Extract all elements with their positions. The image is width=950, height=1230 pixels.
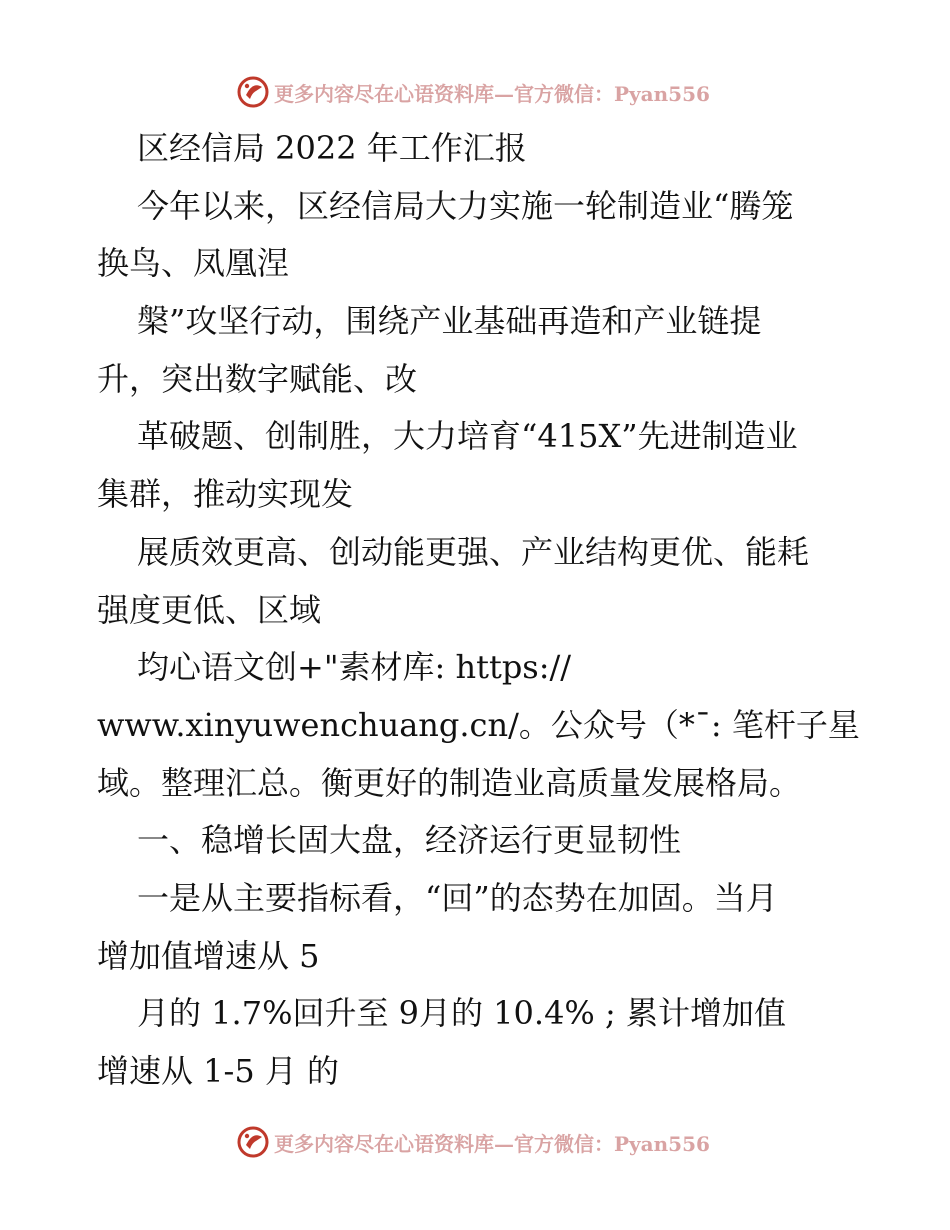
body-line: 槃”攻坚行动，围绕产业基础再造和产业链提 [137, 302, 762, 341]
banner-text: 更多内容尽在心语资料库—官方微信：Pyan556 [274, 1131, 710, 1156]
document-body [97, 120, 860, 1101]
watermark-banner-bottom [0, 1122, 950, 1162]
body-line: 革破题、创制胜，大力培育“415X”先进制造业 [137, 417, 798, 456]
logo-icon [236, 1125, 270, 1159]
body-line: 一是从主要指标看，“回”的态势在加固。当月 [137, 878, 778, 917]
document-title: 区经信局 2022 年工作汇报 [137, 129, 527, 167]
body-line: 域。整理汇总。衡更好的制造业高质量发展格局。 [97, 763, 802, 802]
body-line: 集群，推动实现发 [97, 475, 354, 514]
body-line: 换鸟、凤凰涅 [97, 244, 290, 283]
body-line: 月的 1.7%回升至 9月的 10.4% ; 累计增加值 [137, 994, 786, 1033]
body-line: 展质效更高、创动能更强、产业结构更优、能耗 [137, 532, 810, 571]
body-line: 今年以来，区经信局大力实施一轮制造业“腾笼 [137, 186, 794, 225]
body-line: 强度更低、区域 [97, 590, 322, 629]
body-line: 增加值增速从 5 [97, 936, 320, 975]
watermark-banner-top [0, 72, 950, 112]
banner-text: 更多内容尽在心语资料库—官方微信：Pyan556 [274, 81, 710, 106]
body-line: 均心语文创+"素材库: https:// [137, 648, 572, 687]
body-line: 增速从 1-5 月 的 [97, 1052, 340, 1090]
logo-icon [236, 75, 270, 109]
section-heading: 一、稳增长固大盘，经济运行更显韧性 [137, 821, 682, 860]
body-line: 升，突出数字赋能、改 [97, 359, 418, 398]
body-line: www.xinyuwenchuang.cn/。公众号（*¯: 笔杆子星 [97, 705, 860, 744]
